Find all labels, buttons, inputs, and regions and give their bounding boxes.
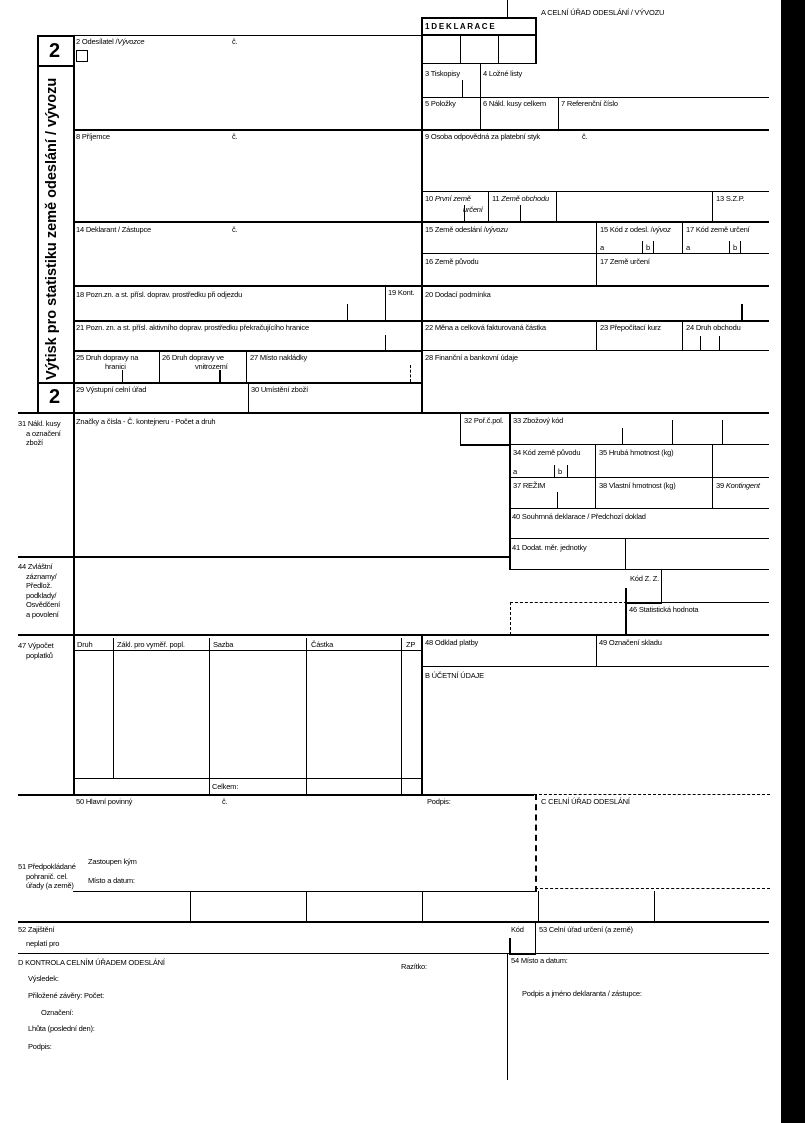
box-4-label: 4 Ložné listy — [483, 69, 523, 78]
box-41-label: 41 Dodat. měr. jednotky — [512, 543, 587, 552]
box-17a-a: a — [686, 243, 690, 252]
box-15-label: 15 Země odeslání /vývozu — [425, 225, 508, 234]
box-24-label: 24 Druh obchodu — [686, 323, 741, 332]
box-20-label: 20 Dodací podmínka — [425, 290, 491, 299]
col-zakl: Zákl. pro vyměř. popl. — [117, 640, 185, 649]
box-10-sub: určení — [463, 205, 483, 214]
box-6-label: 6 Nákl. kusy celkem — [483, 99, 546, 108]
col-druh: Druh — [77, 640, 93, 649]
box-31-label: 31 Nákl. kusy a označení zboží — [18, 419, 61, 447]
box-49-label: 49 Označení skladu — [599, 638, 662, 647]
box-10-label: 10 První země — [425, 194, 471, 203]
box-35-label: 35 Hrubá hmotnost (kg) — [599, 448, 674, 457]
box-28-label: 28 Finanční a bankovní údaje — [425, 353, 518, 362]
misto-datum-label: Místo a datum: — [88, 876, 135, 885]
razitko-label: Razítko: — [401, 962, 427, 971]
box-3-label: 3 Tiskopisy — [425, 69, 460, 78]
box-1-label: 1 D E K L A R A C E — [425, 22, 495, 31]
box-54-label: 54 Místo a datum: — [511, 956, 568, 965]
box-30-label: 30 Umístění zboží — [251, 385, 309, 394]
box-23-label: 23 Přepočítací kurz — [600, 323, 661, 332]
box-51-label: 51 Předpokládané pohranič. cel. úřady (a země) — [18, 862, 76, 890]
box-2-no: č. — [232, 37, 238, 46]
oznaceni-label: Označení: — [41, 1008, 74, 1017]
side-bar — [781, 0, 805, 1123]
copy-number-top: 2 — [49, 40, 61, 62]
box-15a-a: a — [600, 243, 604, 252]
podpis-label: Podpis: — [427, 797, 451, 806]
box-32-label: 32 Poř.č.pol. — [464, 416, 504, 425]
box-19-label: 19 Kont. — [388, 288, 415, 297]
box-13-label: 13 S.Z.P. — [716, 194, 745, 203]
box-27-label: 27 Místo nakládky — [250, 353, 308, 362]
box-40-label: 40 Souhrnná deklarace / Předchozí doklad — [512, 512, 646, 521]
box-5-label: 5 Položky — [425, 99, 456, 108]
box-39-label: 39 Kontingent — [716, 481, 760, 490]
box-37-label: 37 REŽIM — [513, 481, 546, 490]
lhuta-label: Lhůta (poslední den): — [28, 1024, 95, 1033]
box-8-no: č. — [232, 132, 238, 141]
box-b-label: B ÚČETNÍ ÚDAJE — [425, 671, 484, 680]
box-25-sub: hranici — [105, 362, 126, 371]
box-48-label: 48 Odklad platby — [425, 638, 479, 647]
box-34-label: 34 Kód země původu — [513, 448, 581, 457]
box-26-label: 26 Druh dopravy ve — [162, 353, 224, 362]
zastoupen-label: Zastoupen kým — [88, 857, 137, 866]
box-33-label: 33 Zbožový kód — [513, 416, 564, 425]
box-47-label: 47 Výpočet poplatků — [18, 641, 54, 660]
box-18-label: 18 Pozn.zn. a st. přísl. doprav. prostředku při odjezdu — [76, 290, 243, 299]
box-21-label: 21 Pozn. zn. a st. přísl. aktivního doprav. prostředku překračujícího hranice — [76, 323, 309, 332]
box-14-label: 14 Deklarant / Zástupce — [76, 225, 152, 234]
box-34-b: b — [558, 467, 562, 476]
box-c-label: C CELNÍ ÚŘAD ODESLÁNÍ — [541, 797, 630, 806]
podpis-d-label: Podpis: — [28, 1042, 52, 1051]
box-34-a: a — [513, 467, 517, 476]
celkem-label: Celkem: — [212, 782, 239, 791]
box-2-label: 2 Odesílatel /Vývozce — [76, 37, 145, 46]
kod-label: Kód — [511, 925, 524, 934]
col-sazba: Sazba — [213, 640, 234, 649]
box-9-label: 9 Osoba odpovědná za platební styk — [425, 132, 540, 141]
box-54-signature: Podpis a jméno deklaranta / zástupce: — [522, 989, 642, 998]
box-31-text: Značky a čísla - Č. kontejneru - Počet a druh — [76, 417, 216, 426]
prilozene-label: Přiložené závěry: Počet: — [28, 991, 105, 1000]
box-d-label: D KONTROLA CELNÍM ÚŘADEM ODESLÁNÍ — [18, 958, 165, 967]
vertical-title: Výtisk pro statistiku země odeslání / vývozu — [44, 77, 60, 380]
box-29-label: 29 Výstupní celní úřad — [76, 385, 147, 394]
box-8-label: 8 Příjemce — [76, 132, 110, 141]
box-7-label: 7 Referenční číslo — [561, 99, 618, 108]
box-2-checkbox[interactable] — [76, 50, 88, 62]
box-52-label: 52 Zajištění neplatí pro — [18, 925, 60, 948]
col-castka: Částka — [311, 640, 334, 649]
vysledek-label: Výsledek: — [28, 974, 59, 983]
box-17-label: 17 Země určení — [600, 257, 650, 266]
box-22-label: 22 Měna a celková fakturovaná částka — [425, 323, 546, 332]
box-50-no: č. — [222, 797, 228, 806]
box-17a-b: b — [733, 243, 737, 252]
box-38-label: 38 Vlastní hmotnost (kg) — [599, 481, 676, 490]
box-15a-b: b — [646, 243, 650, 252]
box-17a-label: 17 Kód země určení — [686, 225, 750, 234]
box-14-no: č. — [232, 225, 238, 234]
box-9-no: č. — [582, 132, 588, 141]
box-15a-label: 15 Kód z odesl. /vývoz — [600, 225, 671, 234]
box-25-label: 25 Druh dopravy na — [76, 353, 139, 362]
kod-zz-label: Kód Z. Z. — [630, 574, 660, 583]
box-50-label: 50 Hlavní povinný — [76, 797, 133, 806]
box-46-label: 46 Statistická hodnota — [629, 605, 699, 614]
copy-number-bottom: 2 — [49, 386, 61, 408]
box-a-label: A CELNÍ ÚŘAD ODESLÁNÍ / VÝVOZU — [541, 8, 665, 17]
box-16-label: 16 Země původu — [425, 257, 479, 266]
box-11-label: 11 Země obchodu — [492, 194, 549, 203]
box-44-label: 44 Zvláštní záznamy/ Předlož. podklady/ Osvědčení a povolení — [18, 562, 61, 619]
box-26-sub: vnitrozemí — [195, 362, 228, 371]
box-53-label: 53 Celní úřad určení (a země) — [539, 925, 633, 934]
col-zp: ZP — [406, 640, 416, 649]
